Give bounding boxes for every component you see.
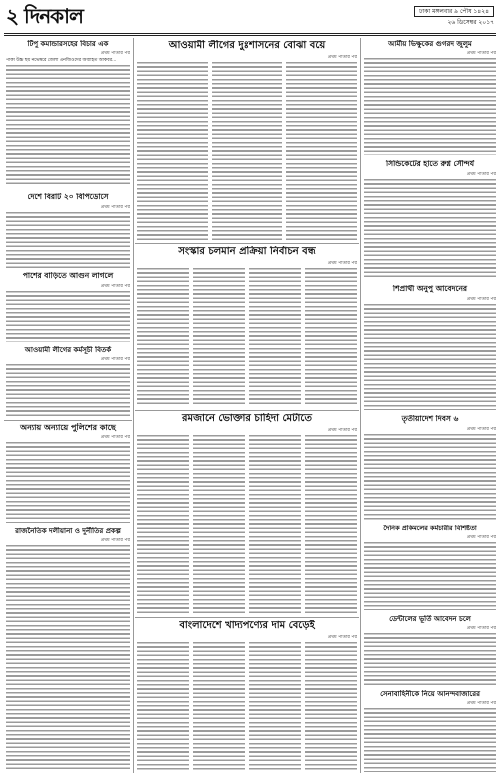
article-police <box>6 423 130 523</box>
byline: প্রথম পাতার পর <box>466 296 496 302</box>
article-body <box>6 442 130 523</box>
section-rule <box>135 243 359 244</box>
byline: প্রথম পাতার পর <box>327 634 357 640</box>
article-doctor <box>364 615 496 685</box>
article-body <box>249 268 301 407</box>
byline: প্রথম পাতার পর <box>100 357 130 363</box>
newspaper-title: দিনকাল <box>23 4 83 28</box>
article-body <box>193 268 245 407</box>
article-body <box>6 364 130 416</box>
article-third-list <box>364 415 496 520</box>
section-rule <box>135 410 359 411</box>
article-body <box>6 65 130 187</box>
article-body <box>305 435 357 614</box>
headline: দৈনিক প্রকিমলের কর্মচারীর বিশিষ্টতা <box>383 525 477 532</box>
column-divider <box>360 38 361 773</box>
section-rule <box>135 617 359 618</box>
article-body <box>249 642 301 773</box>
article-employees <box>364 525 496 610</box>
byline: প্রথম পাতার পর <box>100 204 130 210</box>
date-line-secondary: ২৬ ডিসেম্বর ২০১৭ <box>447 19 494 26</box>
byline: প্রথম পাতার পর <box>466 535 496 541</box>
headline: আর্মীয় ভিক্ষুকের গুগরদ জুলুম <box>388 40 472 48</box>
article-body <box>364 434 496 520</box>
headline: সিন্ডিকেটের হাতে রুগ্ন সৌন্দর্য <box>385 160 475 168</box>
byline: প্রথম পাতার পর <box>327 260 357 266</box>
byline: প্রথম পাতার পর <box>466 701 496 707</box>
article-sylhet-cattle <box>364 160 496 280</box>
headline: রাজনৈতিক দলীয়ানা ও দুর্নীতির প্রকল্প <box>15 527 121 535</box>
article-reform-process <box>137 246 357 406</box>
headline: আওয়ামী লীগের দুঃশাসনের বোঝা বয়ে <box>168 40 326 51</box>
page-number: ২ <box>6 4 19 28</box>
date-box <box>414 6 494 27</box>
article-body <box>364 633 496 685</box>
article-excerpt: পাকা উচ্চ ছয় নভেম্বরে জেলা এনজিওদের অব্যাহত আকবর... <box>6 58 117 64</box>
byline: প্রথম পাতার পর <box>466 626 496 632</box>
article-body <box>364 304 496 410</box>
byline: প্রথম পাতার পর <box>327 427 357 433</box>
headline: বাংলাদেশে খাদ্যপণ্যের দাম বেড়েই <box>179 620 315 631</box>
byline: প্রথম পাতার পর <box>100 435 130 441</box>
byline: প্রথম পাতার পর <box>327 54 357 60</box>
article-body <box>364 542 496 610</box>
masthead-rule-2 <box>4 35 496 36</box>
headline: আওয়ামী লীগের কর্মসূচী বিতর্ক <box>24 346 112 354</box>
article-body <box>364 179 496 280</box>
section-rule <box>4 420 132 421</box>
article-price-rise <box>6 272 130 342</box>
headline: সেনাবাহিনীকে নিয়ে আনন্দবাজারের <box>380 690 480 698</box>
byline: প্রথম পাতার পর <box>100 538 130 544</box>
headline: তৃতীয়াদেশ দিবস ৬ <box>401 415 459 423</box>
date-line: ঢাকা মঙ্গলবার ৯ পৌষ ১৪২৪ <box>414 6 494 17</box>
article-body <box>249 435 301 614</box>
byline: প্রথম পাতার পর <box>100 51 130 57</box>
article-arrest-list <box>364 40 496 155</box>
byline: প্রথম পাতার পর <box>100 283 130 289</box>
article-shipping <box>364 285 496 410</box>
article-body <box>137 268 189 407</box>
article-body <box>364 708 496 772</box>
byline: প্রথম পাতার পর <box>466 171 496 177</box>
headline: অন্যায় অন্যায়ে পুলিশের কাছে <box>20 423 116 432</box>
article-body <box>305 268 357 407</box>
column-divider <box>133 38 134 773</box>
article-country-20 <box>6 193 130 268</box>
article-body <box>193 642 245 773</box>
article-bnp-meeting <box>6 40 130 190</box>
article-body <box>137 435 189 614</box>
article-columns <box>137 642 357 773</box>
article-traffic <box>6 346 130 416</box>
headline: রমজানে ভোক্তার চাহিদা মেটাতে <box>182 413 312 424</box>
article-awami-misrule <box>137 40 357 240</box>
masthead-rule <box>4 33 496 34</box>
article-body <box>193 435 245 614</box>
headline: পাশের বাড়িতে আগুন লাগলে <box>22 272 114 280</box>
byline: প্রথম পাতার পর <box>466 51 496 57</box>
article-body <box>364 58 496 155</box>
article-body <box>137 642 189 773</box>
article-body <box>6 212 130 268</box>
headline: সংস্কার চলমান প্রক্রিয়া নির্বাচন বন্ধ <box>178 246 316 257</box>
article-food-prices <box>137 620 357 772</box>
byline: প্রথম পাতার পর <box>466 426 496 432</box>
article-columns <box>137 62 357 241</box>
article-body <box>286 62 357 241</box>
article-body <box>137 62 208 241</box>
headline: দেশে বিরাট ২০ বিপিডোসে <box>27 193 109 201</box>
headline: টিপু কমান্ডারসহের বিচার এক <box>27 40 109 48</box>
article-body <box>6 545 130 772</box>
article-columns <box>137 268 357 407</box>
headline: শিপ্রার্থী অনুপু আবেদনের <box>392 285 468 293</box>
article-ramadan <box>137 413 357 613</box>
masthead <box>4 3 496 33</box>
article-body <box>212 62 283 241</box>
article-columns <box>137 435 357 614</box>
article-body <box>305 642 357 773</box>
article-education <box>364 690 496 772</box>
article-politics-garments <box>6 527 130 772</box>
masthead-logo <box>6 3 83 29</box>
headline: ডেন্টালের ভূর্তি আবেদন চলে <box>389 615 471 623</box>
article-body <box>6 291 130 342</box>
